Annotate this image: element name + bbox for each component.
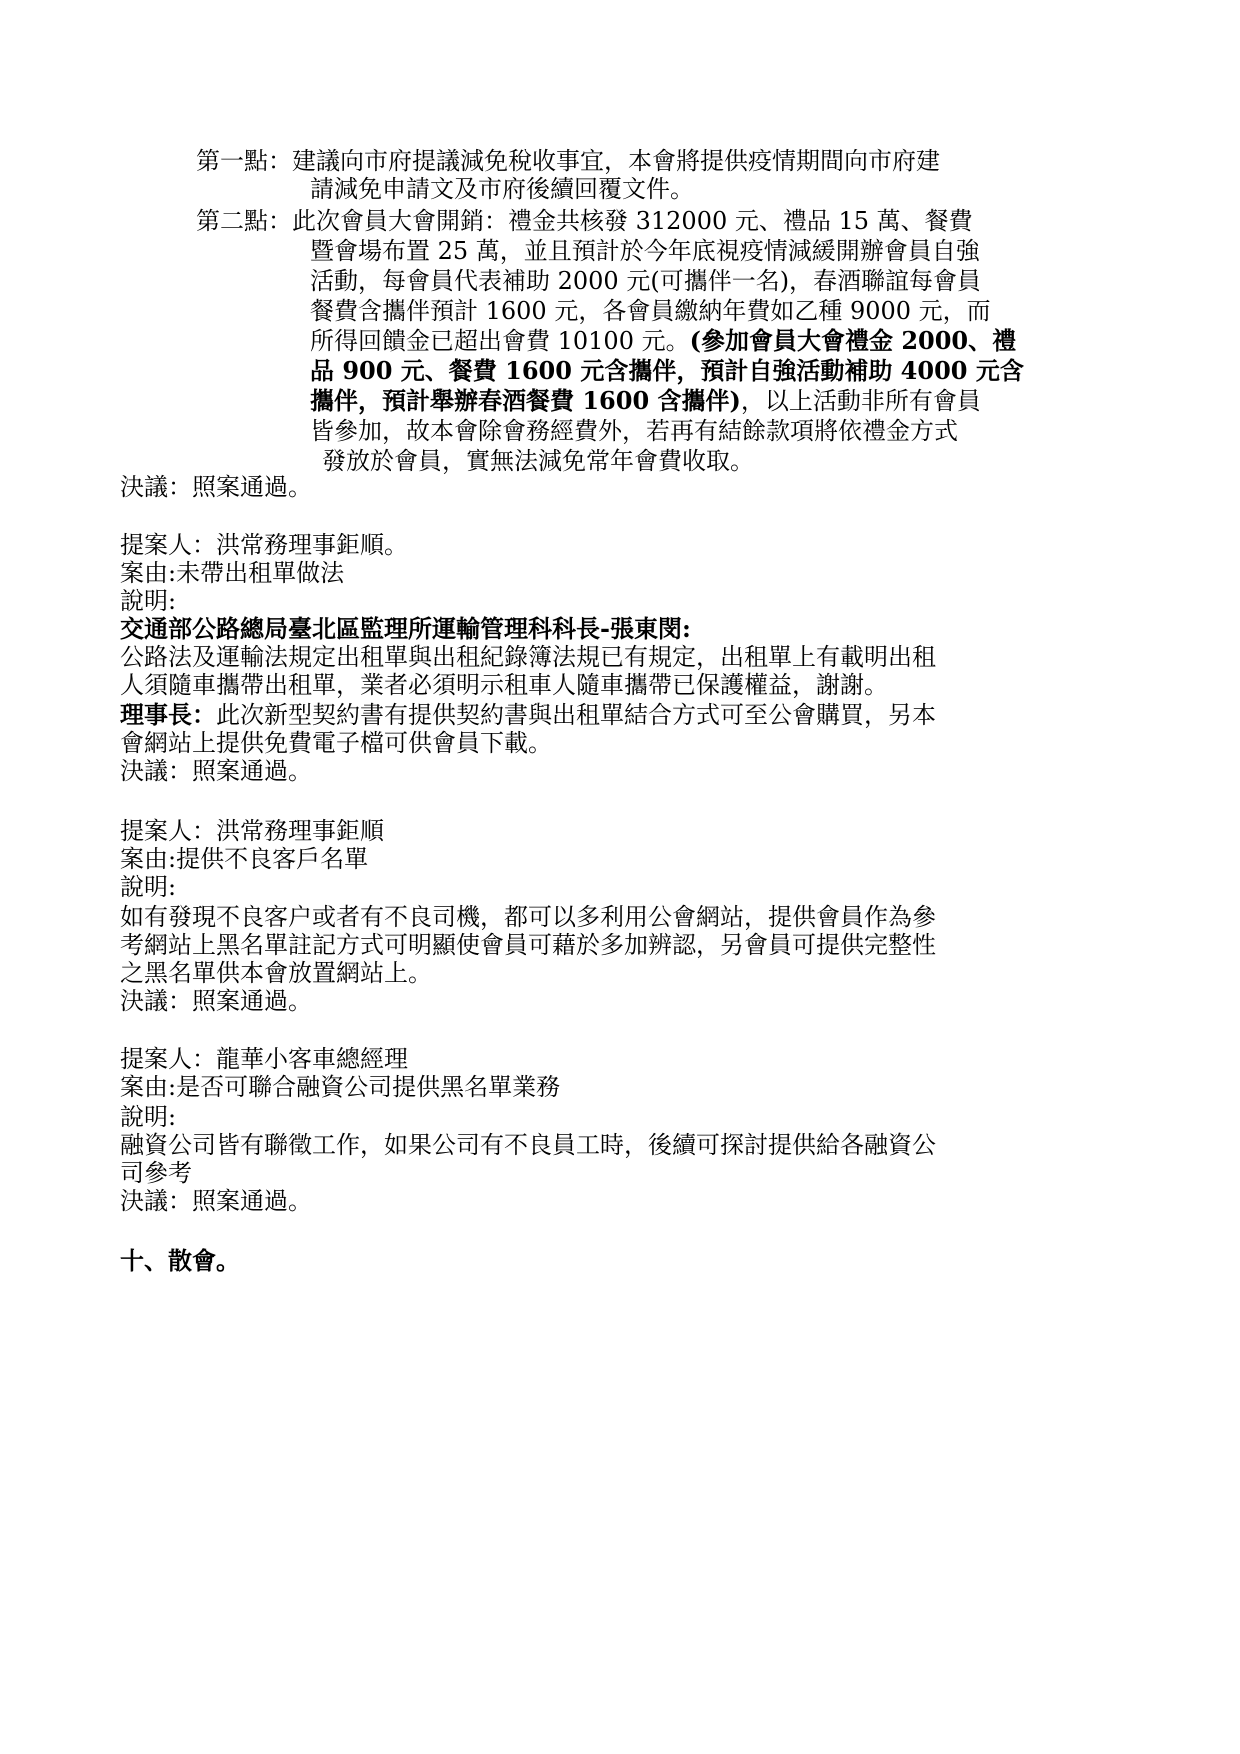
proposal-3-explain: 說明: bbox=[120, 1103, 177, 1131]
chair-line-1: 此次新型契約書有提供契約書與出租單結合方式可至公會購買，另本 bbox=[216, 701, 936, 729]
proposal-3-resolution: 決議：照案通過。 bbox=[120, 1187, 312, 1215]
proposal-1-subject: 案由:未帶出租單做法 bbox=[120, 559, 345, 587]
point-2-line-4: 餐費含攜伴預計 1600 元，各會員繳納年費如乙種 9000 元，而 bbox=[310, 297, 991, 325]
proposal-1-proposer: 提案人：洪常務理事鉅順。 bbox=[120, 531, 408, 559]
chair-label: 理事長： bbox=[120, 700, 216, 729]
point-1-line-2: 請減免申請文及市府後續回覆文件。 bbox=[310, 175, 694, 203]
point-2-line-8 bbox=[310, 386, 981, 416]
official-speaker: 交通部公路總局臺北區監理所運輸管理科科長-張東閔: bbox=[120, 614, 691, 643]
point-2-after-bold: ，以上活動非所有會員 bbox=[740, 387, 981, 415]
point-2-line-2: 暨會場布置 25 萬，並且預計於今年底視疫情減緩開辦會員自強 bbox=[310, 237, 980, 265]
point-2-line-1: 此次會員大會開銷：禮金共核發 312000 元、禮品 15 萬、餐費 bbox=[292, 207, 973, 235]
point-2-label: 第二點： bbox=[196, 207, 292, 235]
proposal-3-line-2: 司參考 bbox=[120, 1159, 192, 1187]
point-2-bold-line-1: 品 900 元、餐費 1600 元含攜伴，預計自強活動補助 4000 元含 bbox=[310, 356, 1024, 385]
proposal-1-resolution: 決議：照案通過。 bbox=[120, 757, 312, 785]
chair-line-2: 會網站上提供免費電子檔可供會員下載。 bbox=[120, 729, 552, 757]
point-2-bold-line-2: 攜伴，預計舉辦春酒餐費 1600 含攜伴) bbox=[310, 386, 741, 415]
proposal-3-line-1: 融資公司皆有聯徵工作，如果公司有不良員工時，後續可探討提供給各融資公 bbox=[120, 1131, 936, 1159]
proposal-2-line-3: 之黑名單供本會放置網站上。 bbox=[120, 959, 432, 987]
proposal-2-line-2: 考網站上黑名單註記方式可明顯使會員可藉於多加辨認，另會員可提供完整性 bbox=[120, 931, 936, 959]
proposal-2-subject: 案由:提供不良客戶名單 bbox=[120, 845, 369, 873]
official-line-1: 公路法及運輸法規定出租單與出租紀錄簿法規已有規定，出租單上有載明出租 bbox=[120, 643, 936, 671]
official-line-2: 人須隨車攜帶出租單，業者必須明示租車人隨車攜帶已保護權益，謝謝。 bbox=[120, 671, 888, 699]
point-1-line-1: 建議向市府提議減免稅收事宜，本會將提供疫情期間向市府建 bbox=[292, 147, 940, 175]
point-1-label: 第一點： bbox=[196, 147, 292, 175]
point-1 bbox=[196, 146, 940, 176]
proposal-3-proposer: 提案人：龍華小客車總經理 bbox=[120, 1045, 408, 1073]
proposal-2-proposer: 提案人：洪常務理事鉅順 bbox=[120, 817, 384, 845]
proposal-2-line-1: 如有發現不良客户或者有不良司機，都可以多利用公會網站，提供會員作為參 bbox=[120, 903, 936, 931]
proposal-2-resolution: 決議：照案通過。 bbox=[120, 987, 312, 1015]
point-2-line-5-text: 所得回饋金已超出會費 10100 元。 bbox=[310, 327, 690, 355]
point-2-line-3: 活動，每會員代表補助 2000 元(可攜伴一名)，春酒聯誼每會員 bbox=[310, 267, 982, 295]
point-2-bold-start: (參加會員大會禮金 2000、禮 bbox=[689, 326, 1017, 355]
proposal-1-explain: 說明: bbox=[120, 587, 177, 615]
proposal-3-subject: 案由:是否可聯合融資公司提供黑名單業務 bbox=[120, 1073, 561, 1101]
proposal-2-explain: 說明: bbox=[120, 873, 177, 901]
resolution-1: 決議：照案通過。 bbox=[120, 473, 312, 501]
point-2-tail-line-2: 發放於會員，實無法減免常年會費收取。 bbox=[322, 447, 754, 475]
chair-statement bbox=[120, 700, 936, 730]
adjourn-heading: 十、散會。 bbox=[120, 1246, 240, 1275]
point-2-tail-line-1: 皆參加，故本會除會務經費外，若再有結餘款項將依禮金方式 bbox=[310, 417, 958, 445]
point-2-line-5 bbox=[310, 326, 1016, 356]
point-2 bbox=[196, 206, 973, 236]
